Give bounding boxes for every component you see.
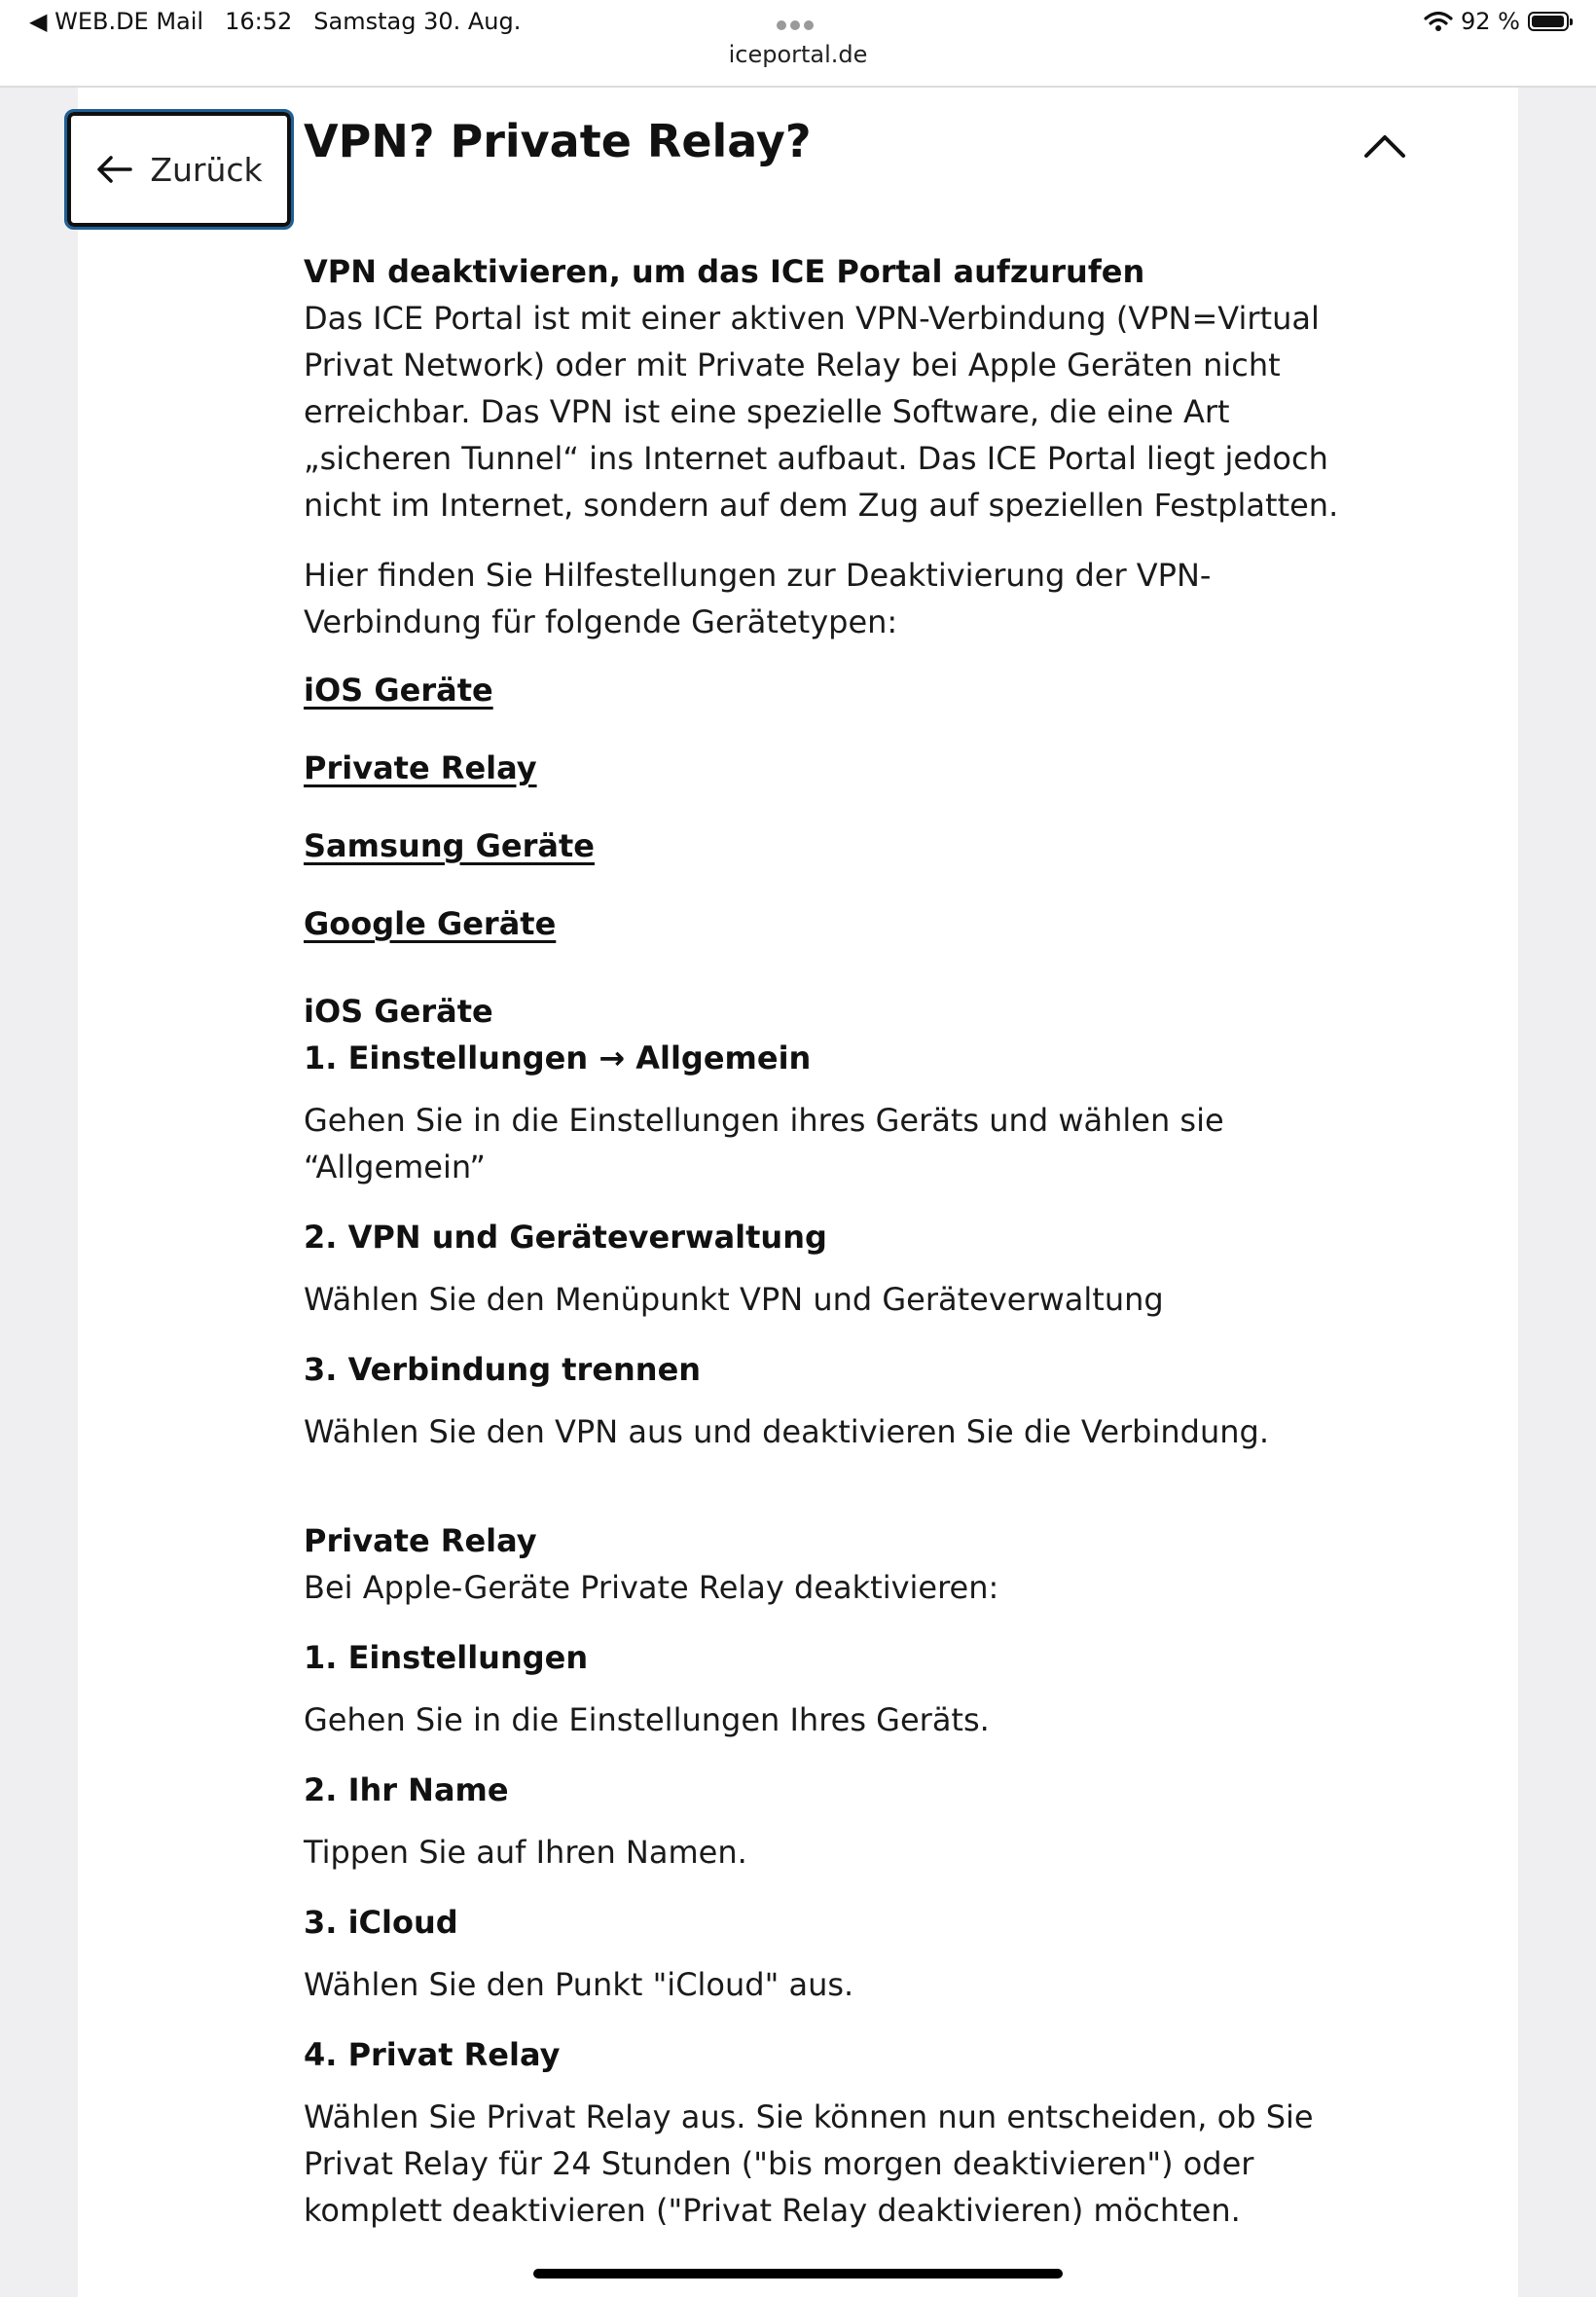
relay-step-4-text: Wählen Sie Privat Relay aus. Sie können nun entscheiden, ob Sie Privat Relay für 24 Stunden ("bis morgen deaktivieren") oder komplett deaktivieren ("Privat Relay deaktivieren) möchten. — [304, 2098, 1314, 2229]
intro-heading: VPN deaktivieren, um das ICE Portal aufzurufen — [304, 253, 1145, 290]
relay-intro: Bei Apple-Geräte Private Relay deaktivieren: — [304, 1569, 999, 1606]
relay-section — [304, 1517, 1374, 2234]
relay-step-3-text: Wählen Sie den Punkt "iCloud" aus. — [304, 1966, 854, 2003]
back-button-label: Zurück — [150, 150, 263, 189]
ios-step-2-text: Wählen Sie den Menüpunkt VPN und Geräteverwaltung — [304, 1281, 1164, 1318]
battery-icon — [1528, 12, 1569, 31]
device-links — [304, 667, 1374, 947]
chevron-up-icon[interactable] — [1362, 125, 1407, 169]
link-private-relay[interactable]: Private Relay — [304, 749, 537, 786]
help-paragraph: Hier finden Sie Hilfestellungen zur Deaktivierung der VPN-Verbindung für folgende Gerätetypen: — [304, 557, 1212, 640]
status-date: Samstag 30. Aug. — [313, 8, 522, 35]
back-button[interactable] — [64, 109, 294, 230]
relay-heading: Private Relay — [304, 1522, 537, 1559]
intro-paragraph: Das ICE Portal ist mit einer aktiven VPN-Verbindung (VPN=Virtual Privat Network) oder mit Private Relay bei Apple Geräten nicht erreichbar. Das VPN ist eine spezielle Software, die eine Art „sicheren Tunnel“ ins Internet aufbaut. Das ICE Portal liegt jedoch nicht im Internet, sondern auf dem Zug auf speziellen Festplatten. — [304, 300, 1339, 524]
status-bar — [0, 0, 1596, 88]
relay-step-3-title: 3. iCloud — [304, 1904, 458, 1941]
back-to-app-link[interactable]: ◀ WEB.DE Mail — [29, 8, 204, 35]
ios-step-1-text: Gehen Sie in die Einstellungen ihres Geräts und wählen sie “Allgemein” — [304, 1102, 1224, 1185]
multitasking-dots-icon[interactable] — [777, 16, 819, 27]
relay-step-4-title: 4. Privat Relay — [304, 2036, 561, 2073]
ios-section — [304, 988, 1374, 1455]
status-left — [29, 8, 542, 35]
relay-step-1-title: 1. Einstellungen — [304, 1639, 589, 1676]
ios-step-2-title: 2. VPN und Geräteverwaltung — [304, 1219, 827, 1256]
wifi-icon — [1424, 11, 1453, 32]
status-time: 16:52 — [225, 8, 293, 35]
ios-heading: iOS Geräte — [304, 993, 493, 1030]
ios-step-3-text: Wählen Sie den VPN aus und deaktivieren Sie die Verbindung. — [304, 1413, 1270, 1450]
relay-step-1-text: Gehen Sie in die Einstellungen Ihres Geräts. — [304, 1701, 990, 1738]
status-right — [1424, 8, 1569, 35]
arrow-left-icon — [95, 155, 132, 184]
battery-percent: 92 % — [1461, 8, 1520, 35]
page-title: VPN? Private Relay? — [304, 115, 812, 167]
url-label[interactable]: iceportal.de — [728, 41, 868, 68]
link-samsung[interactable]: Samsung Geräte — [304, 827, 595, 864]
link-ios[interactable]: iOS Geräte — [304, 672, 493, 709]
link-google[interactable]: Google Geräte — [304, 905, 557, 942]
ios-step-3-title: 3. Verbindung trennen — [304, 1351, 702, 1388]
ios-step-1-title: 1. Einstellungen → Allgemein — [304, 1039, 812, 1076]
relay-step-2-title: 2. Ihr Name — [304, 1771, 509, 1808]
home-indicator[interactable] — [533, 2269, 1063, 2279]
relay-step-2-text: Tippen Sie auf Ihren Namen. — [304, 1834, 747, 1871]
article-body — [304, 248, 1374, 2234]
